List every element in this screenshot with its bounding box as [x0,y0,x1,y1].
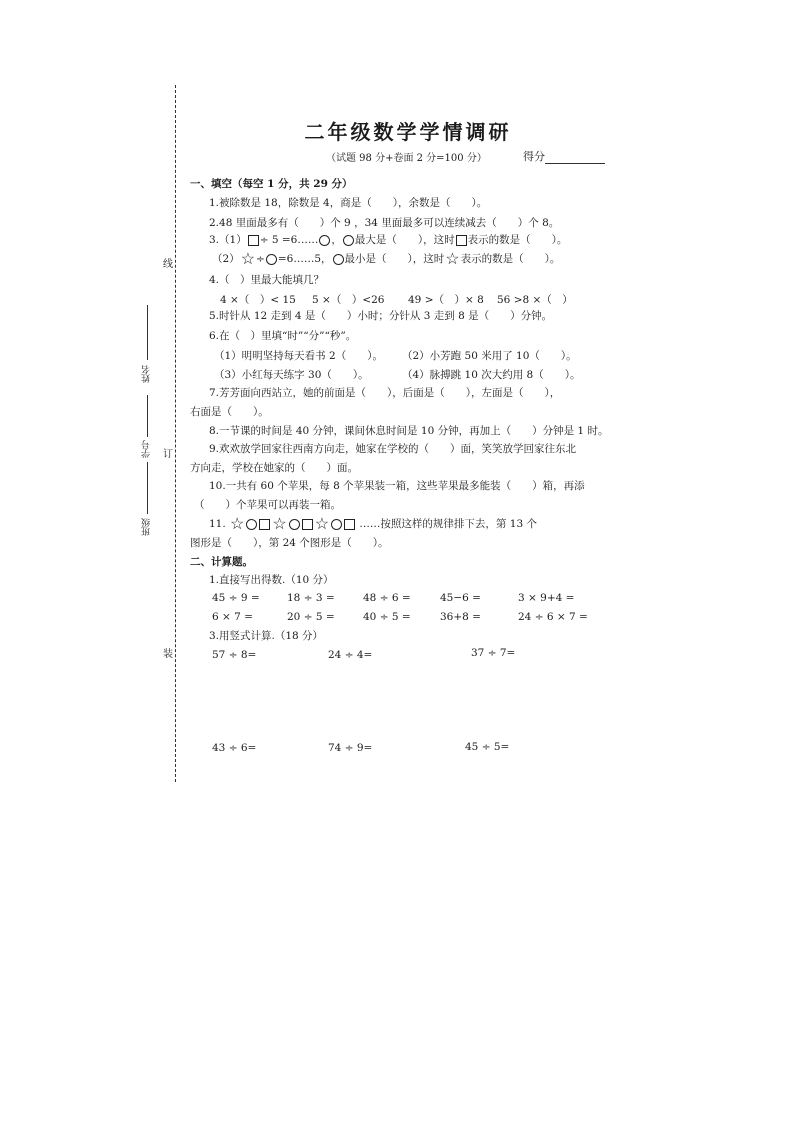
q6-item-3: （3）小红每天练字 30（ ）。 [214,369,369,381]
square-icon [302,519,313,530]
question-6: 6.在（ ）里填“时”“分”“秒”。 [209,330,357,342]
q6-item-2: （2）小芳跑 50 米用了 10（ ）。 [402,350,577,362]
exam-subtitle: （试题 98 分+卷面 2 分=100 分） [326,153,487,164]
binding-line [175,85,176,782]
question-3-1 [209,233,567,247]
star-icon: ☆ [230,514,245,533]
q3b-text-5: 表示的数是（ ）。 [460,253,561,265]
star-icon: ☆ [314,514,330,533]
circle-icon [331,519,342,530]
question-11-cont: 图形是（ ），第 24 个图形是（ ）。 [190,537,389,549]
circle-icon [246,519,257,530]
q4-item: 4 ×（ ）< 15 [220,294,296,306]
number-label: 学号 [142,440,152,458]
section1-title: 一、填空（每空 1 分，共 29 分） [190,178,353,190]
direct-calc-item: 24 ÷ 6 × 7 = [518,611,588,623]
q3b-text-4: 最小是（ ），这时 [344,253,445,265]
q6-item-1: （1）明明坚持每天看书 2（ ）。 [214,350,383,362]
direct-calc-item: 48 ÷ 6 = [363,592,411,604]
q4-item: 5 ×（ ）<26 [312,294,385,306]
question-10-cont: （ ）个苹果可以再装一箱。 [194,499,341,511]
score-field [523,148,605,164]
exam-title: 二年级数学学情调研 [304,120,512,144]
direct-calc-item: 18 ÷ 3 = [287,592,335,604]
question-2: 2.48 里面最多有（ ）个 9 ，34 里面最多可以连续减去（ ）个 8。 [209,217,560,229]
vertical-calc-item: 24 ÷ 4= [328,649,373,661]
binding-word-xian: 线 [163,259,173,270]
question-7-cont: 右面是（ ）。 [190,406,269,418]
circle-icon [343,235,354,246]
question-10: 10.一共有 60 个苹果，每 8 个苹果装一箱，这些苹果最多能装（ ）箱，再添 [209,480,585,492]
circle-icon [289,519,300,530]
star-icon: ☆ [240,249,256,268]
square-icon [456,235,467,246]
vertical-calc-item: 43 ÷ 6= [212,742,257,754]
vertical-calc-item: 57 ÷ 8= [212,649,257,661]
q3a-text-1: 3.（1） [209,234,247,246]
binding-word-zhuang: 装 [163,649,173,660]
subtitle-row [188,146,628,166]
square-icon [259,519,270,530]
q4-item: 56 >8 ×（ ） [497,294,573,306]
vertical-calc-item: 74 ÷ 9= [328,742,373,754]
direct-calc-item: 20 ÷ 5 = [287,611,335,623]
q11-text: ……按照这样的规律排下去，第 13 个 [359,518,537,530]
exam-page [188,118,628,166]
q4-item: 49 >（ ）× 8 [408,294,484,306]
direct-calc-item: 3 × 9+4 = [518,592,575,604]
question-9: 9.欢欢放学回家往西南方向走，她家在学校的（ ）面，笑笑放学回家往东北 [209,443,577,455]
binding-word-ding: 订 [163,449,173,460]
q3a-text-2: ÷ 5 =6…… [259,234,319,246]
class-blank [147,462,148,514]
section2-title: 二、计算题。 [190,556,253,568]
question-1: 1.被除数是 18，除数是 4，商是（ ），余数是（ ）。 [209,197,488,209]
question-9-cont: 方向走，学校在她家的（ ）面。 [190,462,358,474]
q3a-text-5: 表示的数是（ ）。 [467,234,568,246]
q3b-text-3: =6……5， [277,253,332,265]
q6-item-4: （4）脉搏跳 10 次大约用 8（ ）。 [402,369,581,381]
star-icon: ☆ [272,514,287,533]
number-blank [147,395,148,437]
question-8: 8.一节课的时间是 40 分钟，课间休息时间是 10 分钟，再加上（ ）分钟是 1 时。 [209,425,609,437]
direct-calc-item: 6 × 7 = [212,611,253,623]
vertical-calc-heading: 3.用竖式计算.（18 分） [209,630,324,642]
direct-calc-item: 40 ÷ 5 = [363,611,411,623]
circle-icon [333,254,344,265]
square-icon [344,519,355,530]
name-label: 姓名 [142,365,152,383]
q11-number: 11. [209,518,226,530]
question-3-2 [212,249,561,268]
q3b-text-2: ÷ [256,253,265,265]
q3a-text-4: 最大是（ ），这时 [354,234,455,246]
score-blank[interactable] [545,153,605,164]
direct-calc-heading: 1.直接写出得数.（10 分） [209,574,334,586]
circle-icon [319,235,330,246]
score-label: 得分 [523,150,545,163]
direct-calc-item: 45−6 = [440,592,481,604]
class-label: 班级 [142,518,152,536]
vertical-calc-item: 37 ÷ 7= [471,647,516,659]
direct-calc-item: 45 ÷ 9 = [212,592,260,604]
star-icon: ☆ [445,249,460,268]
square-icon [248,235,259,246]
question-5: 5.时针从 12 走到 4 是（ ）小时；分针从 3 走到 8 是（ ）分钟。 [209,310,553,322]
question-4: 4.（ ）里最大能填几？ [209,274,325,286]
circle-icon [266,254,277,265]
vertical-calc-item: 45 ÷ 5= [465,741,510,753]
question-11 [209,514,537,533]
q3b-text-1: （2） [212,253,240,265]
name-blank [147,305,148,360]
q3a-text-3: ， [331,234,342,246]
question-7: 7.芳芳面向西站立，她的前面是（ ），后面是（ ），左面是（ ）， [209,387,561,399]
direct-calc-item: 36+8 = [440,611,481,623]
